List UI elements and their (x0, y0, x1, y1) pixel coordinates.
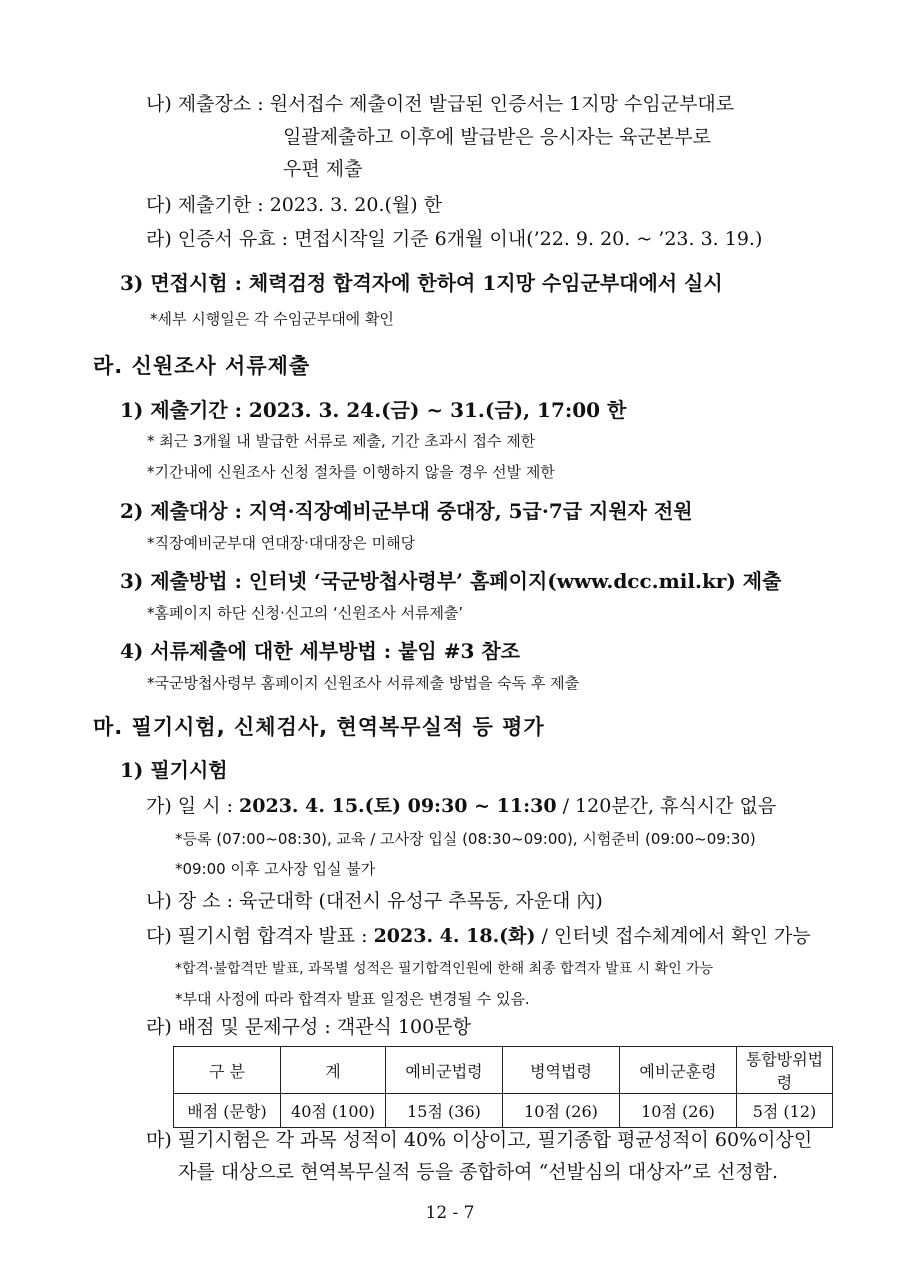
table-cell: 15점 (36) (386, 1094, 503, 1128)
page-number: 12 - 7 (425, 1203, 475, 1223)
ra-item-1-note-1: * 최근 3개월 내 발급한 서류로 제출, 기간 초과시 접수 제한 (147, 432, 536, 450)
table-cell: 5점 (12) (737, 1094, 833, 1128)
exam-datetime-suffix: / 120분간, 휴식시간 없음 (556, 795, 777, 817)
exam-datetime-prefix: 가) 일 시 : (146, 795, 240, 817)
submit-deadline: 다) 제출기한 : 2023. 3. 20.(월) 한 (146, 194, 443, 216)
table-header-row (174, 1047, 833, 1094)
table-cell: 10점 (26) (620, 1094, 737, 1128)
ra-item-3-heading: 3) 제출방법 : 인터넷 ‘국군방첩사령부’ 홈페이지(www.dcc.mil.kr) 제출 (120, 569, 782, 593)
ra-item-2-heading: 2) 제출대상 : 지역·직장예비군부대 중대장, 5급·7급 지원자 전원 (120, 499, 693, 523)
ra-item-3-note-1: *홈페이지 하단 신청·신고의 ‘신원조사 서류제출’ (147, 604, 464, 622)
submit-place-line-1: 나) 제출장소 : 원서접수 제출이전 발급된 인증서는 1지망 수임군부대로 (146, 93, 735, 115)
ra-item-4-heading: 4) 서류제출에 대한 세부방법 : 붙임 #3 참조 (120, 639, 520, 663)
exam-datetime-note-1: *등록 (07:00~08:30), 교육 / 고사장 입실 (08:30~09:00), 시험준비 (09:00~09:30) (175, 830, 756, 848)
table-header-cell: 병역법령 (503, 1047, 620, 1094)
exam-result-announcement (146, 927, 811, 946)
section-ma-title: 마. 필기시험, 신체검사, 현역복무실적 등 평가 (93, 715, 545, 739)
selection-criteria-line-1: 마) 필기시험은 각 과목 성적이 40% 이상이고, 필기종합 평균성적이 60%이상인 (146, 1129, 813, 1151)
table-cell: 배점 (문항) (174, 1094, 281, 1128)
exam-datetime-bold: 2023. 4. 15.(토) 09:30 ~ 11:30 (239, 795, 557, 817)
ra-item-2-note-1: *직장예비군부대 연대장·대대장은 미해당 (147, 534, 416, 552)
interview-note: *세부 시행일은 각 수임군부대에 확인 (150, 310, 394, 328)
table-cell: 40점 (100) (281, 1094, 386, 1128)
section-ra-title: 라. 신원조사 서류제출 (93, 354, 311, 378)
table-row (174, 1094, 833, 1128)
scoring-table (173, 1046, 833, 1128)
exam-datetime (146, 797, 776, 816)
exam-result-note-2: *부대 사정에 따라 합격자 발표 일정은 변경될 수 있음. (175, 990, 530, 1008)
ra-item-1-note-2: *기간내에 신원조사 신청 절차를 이행하지 않을 경우 선발 제한 (147, 463, 555, 481)
written-exam-heading: 1) 필기시험 (120, 758, 228, 782)
table-header-cell: 예비군훈령 (620, 1047, 737, 1094)
ra-item-1-heading: 1) 제출기간 : 2023. 3. 24.(금) ~ 31.(금), 17:00 한 (120, 398, 627, 422)
exam-result-prefix: 다) 필기시험 합격자 발표 : (146, 925, 374, 947)
ra-item-4-note-1: *국군방첩사령부 홈페이지 신원조사 서류제출 방법을 숙독 후 제출 (147, 674, 580, 692)
table-header-cell: 통합방위법령 (737, 1047, 833, 1094)
exam-result-note-1: *합격·불합격만 발표, 과목별 성적은 필기합격인원에 한해 최종 합격자 발표 시 확인 가능 (175, 961, 714, 977)
exam-result-suffix: / 인터넷 접수체계에서 확인 가능 (535, 925, 811, 947)
selection-criteria-line-2: 자를 대상으로 현역복무실적 등을 종합하여 “선발심의 대상자”로 선정함. (178, 1161, 779, 1183)
exam-result-bold: 2023. 4. 18.(화) (373, 925, 536, 947)
scoring-composition: 라) 배점 및 문제구성 : 객관식 100문항 (146, 1016, 471, 1038)
interview-heading: 3) 면접시험 : 체력검정 합격자에 한하여 1지망 수임군부대에서 실시 (120, 271, 723, 295)
table-cell: 10점 (26) (503, 1094, 620, 1128)
submit-place-line-2: 일괄제출하고 이후에 발급받은 응시자는 육군본부로 (283, 126, 711, 148)
table-header-cell: 구 분 (174, 1047, 281, 1094)
table-header-cell: 계 (281, 1047, 386, 1094)
table-header-cell: 예비군법령 (386, 1047, 503, 1094)
exam-location: 나) 장 소 : 육군대학 (대전시 유성구 추목동, 자운대 內) (146, 890, 603, 912)
submit-place-line-3: 우편 제출 (283, 158, 363, 180)
certificate-validity: 라) 인증서 유효 : 면접시작일 기준 6개월 이내(’22. 9. 20. ~ ’23. 3. 19.) (146, 228, 763, 250)
exam-datetime-note-2: *09:00 이후 고사장 입실 불가 (175, 860, 376, 878)
